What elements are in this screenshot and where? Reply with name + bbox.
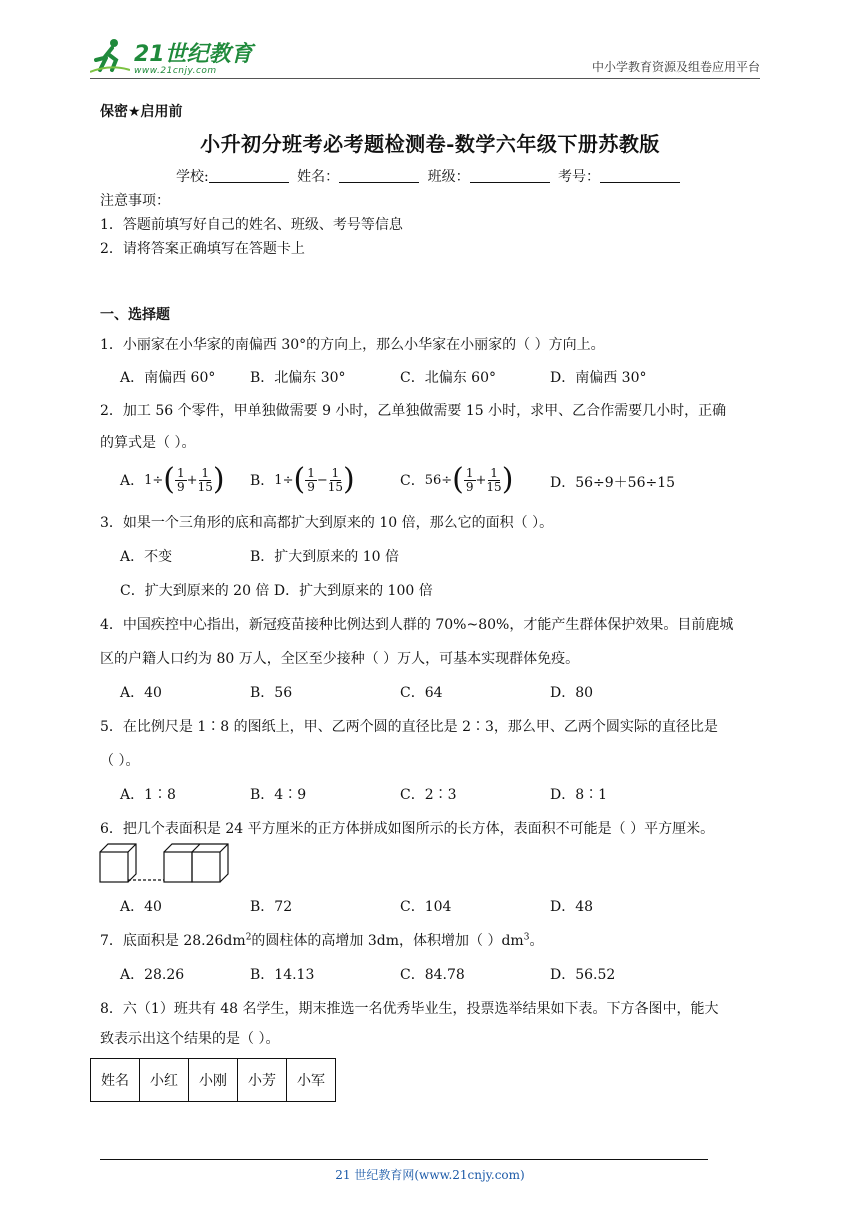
frac-num: 1 [201, 465, 210, 480]
minus-sign: − [316, 472, 328, 488]
q1-option-b[interactable]: B．北偏东 30° [250, 370, 346, 386]
logo [90, 32, 253, 76]
table-cell: 姓名 [91, 1059, 140, 1102]
table-cell: 小芳 [238, 1059, 287, 1102]
frac-den: 9 [177, 479, 185, 494]
page-header [90, 30, 760, 79]
logo-url: www.21cnjy.com [134, 66, 217, 76]
class-label: 班级： [427, 169, 470, 185]
vote-table [90, 1058, 336, 1102]
frac-num: 1 [490, 465, 498, 480]
q1-option-d[interactable]: D．南偏西 30° [550, 370, 647, 386]
q7-text-post: 。 [529, 933, 544, 949]
q1-option-a[interactable]: A．南偏西 60° [120, 370, 216, 386]
question-2-line-2: 的算式是（ ）。 [100, 435, 196, 451]
footer-divider [100, 1159, 708, 1160]
q3-option-cd[interactable]: C．扩大到原来的 20 倍 D．扩大到原来的 100 倍 [120, 583, 433, 599]
q2-option-a-label: A． [120, 473, 145, 489]
frac-den: 15 [327, 479, 344, 494]
cuboid-figure [98, 842, 234, 884]
table-cell: 小军 [287, 1059, 336, 1102]
q6-option-a[interactable]: A．40 [120, 899, 162, 915]
question-4-line-1: 4．中国疾控中心指出，新冠疫苗接种比例达到人群的 70%~80%，才能产生群体保护效果。目前鹿城 [100, 617, 734, 633]
q2-option-a[interactable]: A． 1÷ ( $\frac{1}{9}$ + $\frac{1}{15}$ ) [120, 462, 225, 497]
question-4-line-2: 区的户籍人口约为 80 万人，全区至少接种（ ）万人，可基本实现群体免疫。 [100, 651, 580, 667]
logo-title: 21世纪教育 [134, 42, 253, 67]
q6-option-d[interactable]: D．48 [550, 899, 594, 915]
school-blank[interactable] [209, 168, 289, 183]
table-row [91, 1059, 336, 1102]
q2-option-b[interactable]: B． 1÷ ( $\frac{1}{9}$ − $\frac{1}{15}$ ) [250, 462, 355, 497]
runner-logo-icon [90, 36, 130, 76]
plus-sign: + [475, 472, 487, 488]
q6-option-b[interactable]: B．72 [250, 899, 293, 915]
q5-option-a[interactable]: A．1∶8 [120, 787, 176, 803]
exam-no-label: 考号： [558, 169, 601, 185]
note-item: 2．请将答案正确填写在答题卡上 [100, 241, 305, 257]
q4-option-a[interactable]: A．40 [120, 685, 162, 701]
frac-num: 1 [177, 465, 185, 480]
q7-option-d[interactable]: D．56.52 [550, 967, 616, 983]
q6-option-c[interactable]: C．104 [400, 899, 452, 915]
q7-option-b[interactable]: B．14.13 [250, 967, 315, 983]
section-heading: 一、选择题 [100, 307, 170, 323]
plus-sign: + [186, 472, 198, 488]
platform-name: 中小学教育资源及组卷应用平台 [591, 60, 760, 74]
q2-option-c-label: C． [400, 473, 425, 489]
q3-option-b[interactable]: B．扩大到原来的 10 倍 [250, 549, 400, 565]
name-label: 姓名： [297, 169, 340, 185]
q7-option-c[interactable]: C．84.78 [400, 967, 465, 983]
q3-option-a[interactable]: A．不变 [120, 549, 173, 565]
secret-label: 保密★启用前 [100, 104, 183, 120]
frac-num: 1 [465, 465, 474, 480]
q2-option-b-label: B． [250, 473, 275, 489]
expr-lead: 1÷ [274, 472, 294, 488]
school-label: 学校: [175, 169, 209, 185]
question-5-line-2: （ ）。 [100, 753, 140, 769]
frac-den: 15 [486, 479, 502, 494]
table-cell: 小红 [140, 1059, 189, 1102]
question-8-line-2: 致表示出这个结果的是（ ）。 [100, 1031, 280, 1047]
notes-heading: 注意事项： [100, 193, 170, 209]
q1-option-c[interactable]: C．北偏东 60° [400, 370, 496, 386]
frac-den: 9 [307, 479, 315, 494]
name-blank[interactable] [339, 168, 419, 183]
question-8-line-1: 8．六（1）班共有 48 名学生，期末推选一名优秀毕业生，投票选举结果如下表。下方各图中，能大 [100, 1001, 719, 1017]
question-1: 1．小丽家在小华家的南偏西 30°的方向上，那么小华家在小丽家的（ ）方向上。 [100, 337, 605, 353]
q7-text-pre: 7．底面积是 28.26dm [100, 933, 246, 949]
q7-option-a[interactable]: A．28.26 [120, 967, 185, 983]
class-blank[interactable] [470, 168, 550, 183]
q7-superscript: 2 [245, 932, 252, 943]
page-title: 小升初分班考必考题检测卷-数学六年级下册苏教版 [200, 132, 660, 156]
q4-option-c[interactable]: C．64 [400, 685, 443, 701]
frac-den: 9 [465, 479, 474, 494]
frac-den: 15 [197, 479, 213, 494]
q5-option-d[interactable]: D．8∶1 [550, 787, 608, 803]
question-7 [100, 930, 543, 950]
question-3: 3．如果一个三角形的底和高都扩大到原来的 10 倍，那么它的面积（ ）。 [100, 515, 554, 531]
question-5-line-1: 5．在比例尺是 1∶8 的图纸上，甲、乙两个圆的直径比是 2∶3，那么甲、乙两个圆实际的直径比是 [100, 719, 718, 735]
question-2-line-1: 2．加工 56 个零件，甲单独做需要 9 小时，乙单独做需要 15 小时，求甲、乙合作需要几小时，正确 [100, 403, 727, 419]
q7-text-mid: 的圆柱体的高增加 3dm，体积增加（ ）dm [251, 933, 524, 949]
footer-link[interactable]: 21 世纪教育网(www.21cnjy.com) [335, 1168, 525, 1182]
q5-option-b[interactable]: B．4∶9 [250, 787, 307, 803]
expr-lead: 56÷ [424, 472, 453, 488]
q4-option-d[interactable]: D．80 [550, 685, 594, 701]
expr-lead: 1÷ [144, 472, 164, 488]
q2-option-c[interactable]: C． 56÷ ( $\frac{1}{9}$ + $\frac{1}{15}$ ) [400, 462, 514, 497]
note-item: 1．答题前填写好自己的姓名、班级、考号等信息 [100, 217, 403, 233]
q7-superscript: 3 [523, 932, 530, 943]
exam-no-blank[interactable] [600, 168, 680, 183]
q4-option-b[interactable]: B．56 [250, 685, 293, 701]
student-info-fields [0, 166, 860, 186]
q2-option-d[interactable]: D．56÷9＋56÷15 [550, 475, 676, 491]
frac-num: 1 [331, 465, 340, 480]
frac-num: 1 [307, 465, 315, 480]
q5-option-c[interactable]: C．2∶3 [400, 787, 457, 803]
question-6: 6．把几个表面积是 24 平方厘米的正方体拼成如图所示的长方体，表面积不可能是（ ）平方厘米。 [100, 821, 715, 837]
table-cell: 小刚 [189, 1059, 238, 1102]
